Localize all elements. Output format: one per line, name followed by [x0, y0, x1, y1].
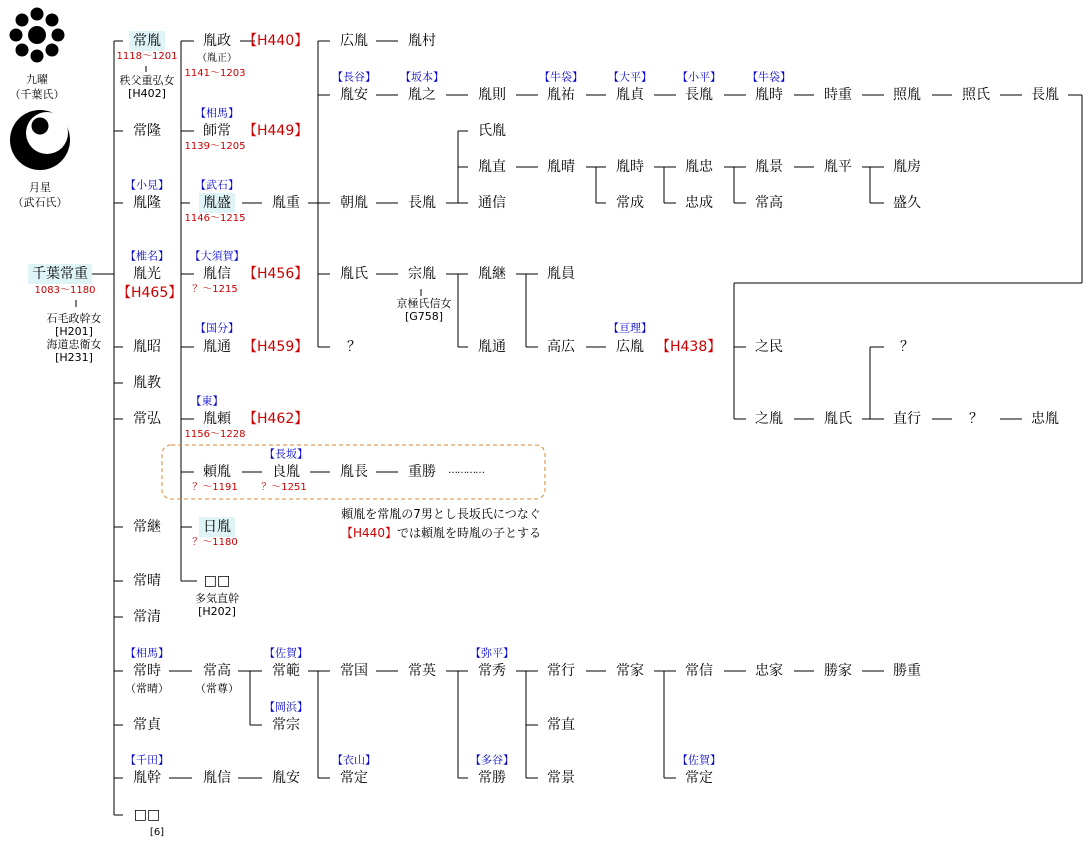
alt-tanemasa: （胤正）: [197, 53, 237, 64]
tag-tanetaka: 【小見】: [125, 178, 169, 192]
note-ref[interactable]: 【H440】: [341, 526, 397, 540]
tag-taneyasu: 【長谷】: [332, 70, 376, 84]
node-michinobu[interactable]: 通信: [478, 195, 506, 211]
node-katsushige[interactable]: 勝重: [893, 663, 921, 679]
tag-taneyori: 【東】: [190, 394, 224, 408]
node-yukitami[interactable]: 之民: [755, 339, 783, 355]
tag-tsunesada2: 【衣山】: [332, 753, 376, 767]
tag-tanetoki: 【牛袋】: [747, 70, 791, 84]
tag-tsunetoki: 【相馬】: [125, 646, 169, 660]
ref-tanemasa[interactable]: 【H440】: [243, 33, 309, 49]
node-tanefusa[interactable]: 胤房: [893, 159, 921, 175]
date-tanemasa: 1141〜1203: [184, 68, 246, 79]
tag-tanemitsu: 【椎名】: [125, 249, 169, 263]
node-tsunetaka[interactable]: 常隆: [133, 123, 161, 139]
node-q3[interactable]: ？: [969, 411, 983, 427]
wife-munetane: 京極氏信女 [G758]: [396, 297, 452, 323]
node-tsunetoki[interactable]: 常時: [133, 663, 161, 679]
node-tanenao[interactable]: 胤直: [478, 159, 506, 175]
node-tsunekage[interactable]: 常景: [547, 770, 575, 786]
node-morihisa[interactable]: 盛久: [893, 195, 921, 211]
node-tomotane[interactable]: 朝胤: [340, 195, 368, 211]
node-tanemasa[interactable]: 胤政: [203, 33, 231, 49]
node-tanetsugu[interactable]: 胤継: [478, 266, 506, 282]
alt-tsunetoki: （常晴）: [125, 682, 169, 695]
wives-tsunetane: 石毛政幹女 [H201] 海道忠衛女 [H231]: [46, 312, 102, 364]
node-tanesada[interactable]: 胤貞: [616, 87, 644, 103]
node-tadatane[interactable]: 忠胤: [1031, 411, 1059, 427]
node-tsunesada[interactable]: 常貞: [133, 717, 161, 733]
kuyo-crest-icon: [10, 8, 65, 63]
date-tanenobu: ？〜1215: [192, 284, 238, 295]
ref-hirotane2[interactable]: 【H438】: [656, 339, 722, 355]
note-unknownT: 多気直幹 [H202]: [195, 592, 239, 618]
date-tsunetane: 1083〜1180: [34, 285, 96, 296]
node-tanetada[interactable]: 胤忠: [685, 159, 713, 175]
node-tanemitsu[interactable]: 胤光: [133, 266, 161, 282]
node-tsuneie[interactable]: 常家: [616, 663, 644, 679]
node-nagatane2[interactable]: 長胤: [1031, 87, 1059, 103]
date-tanemori: 1146〜1215: [184, 213, 246, 224]
node-taneyuki[interactable]: 胤之: [408, 87, 436, 103]
node-tsunesada2[interactable]: 常定: [340, 770, 368, 786]
tag-tanemichi: 【国分】: [195, 321, 239, 335]
node-tanekazu[interactable]: 胤員: [547, 266, 575, 282]
node-q1[interactable]: ？: [347, 339, 361, 355]
date-yoshitane: ？〜1251: [261, 482, 307, 493]
node-tanemichi[interactable]: 胤通: [203, 339, 231, 355]
node-tanemoto[interactable]: 胤幹: [133, 770, 161, 786]
node-takahiro[interactable]: 高広: [547, 339, 575, 355]
node-tadanari[interactable]: 忠成: [685, 195, 713, 211]
node-q2[interactable]: ？: [900, 339, 914, 355]
node-tanemura[interactable]: 胤村: [408, 33, 436, 49]
date-tanetsune: 1118〜1201: [116, 51, 178, 62]
tag-nagatane: 【小平】: [677, 70, 721, 84]
wife-tanetsune: 秩父重弘女 [H402]: [119, 74, 175, 100]
node-unknown6[interactable]: □□: [133, 807, 161, 823]
tag-hirotane2: 【亘理】: [608, 321, 652, 335]
date-taneyori: 1156〜1228: [184, 429, 246, 440]
tsukiboshi-crest-icon: [10, 110, 70, 170]
note-line2: [341, 527, 541, 539]
node-tanemichi2[interactable]: 胤通: [478, 339, 506, 355]
node-tanetoki[interactable]: 胤時: [755, 87, 783, 103]
node-ujitane[interactable]: 氏胤: [478, 123, 506, 139]
crest-label-kuyo: 九曜 （千葉氏）: [9, 73, 65, 101]
node-terutane[interactable]: 照胤: [893, 87, 921, 103]
node-tsunenori[interactable]: 常範: [272, 663, 300, 679]
tag-taneyuki: 【坂本】: [400, 70, 444, 84]
node-tsuneyuki[interactable]: 常行: [547, 663, 575, 679]
node-munetane[interactable]: 宗胤: [408, 266, 436, 282]
node-tanekage[interactable]: 胤景: [755, 159, 783, 175]
ref-tanemichi[interactable]: 【H459】: [243, 339, 309, 355]
node-morotsune[interactable]: 師常: [203, 123, 231, 139]
node-tsunemune[interactable]: 常宗: [272, 717, 300, 733]
node-taneyasu2[interactable]: 胤安: [272, 770, 300, 786]
node-taneharu[interactable]: 胤晴: [547, 159, 575, 175]
node-unknownT[interactable]: □□: [203, 573, 231, 589]
node-tsuneharu[interactable]: 常晴: [133, 573, 161, 589]
node-taneuji2[interactable]: 胤氏: [824, 411, 852, 427]
node-tsunekatsu[interactable]: 常勝: [478, 770, 506, 786]
ref-taneyori[interactable]: 【H462】: [243, 411, 309, 427]
crest-label-tsukiboshi: 月星 （武石氏）: [12, 181, 68, 209]
node-nagatane[interactable]: 長胤: [685, 87, 713, 103]
note-unknown6: [6]: [149, 827, 165, 838]
tag-tsunesada3: 【佐賀】: [677, 753, 721, 767]
node-tanehira[interactable]: 胤平: [824, 159, 852, 175]
ref-tanenobu[interactable]: 【H456】: [243, 266, 309, 282]
node-tsunenari[interactable]: 常成: [616, 195, 644, 211]
tag-tsunehide2: 【弥平】: [470, 646, 514, 660]
tag-tanesada: 【大平】: [608, 70, 652, 84]
node-hirotane[interactable]: 広胤: [340, 33, 368, 49]
node-tanesuke[interactable]: 胤祐: [547, 87, 575, 103]
node-nagatane3[interactable]: 長胤: [408, 195, 436, 211]
node-hirotane2[interactable]: 広胤: [616, 339, 644, 355]
node-tsunesada3[interactable]: 常定: [685, 770, 713, 786]
node-taneyasu[interactable]: 胤安: [340, 87, 368, 103]
tag-tsunenori: 【佐賀】: [264, 646, 308, 660]
node-tanetaka[interactable]: 胤隆: [133, 195, 161, 211]
alt-tsunetaka3: （常尊）: [195, 682, 239, 695]
node-tsunenobu[interactable]: 常信: [685, 663, 713, 679]
node-tsunetaka2[interactable]: 常高: [755, 195, 783, 211]
node-tsunetsugu[interactable]: 常継: [133, 519, 161, 535]
node-tanenobu2[interactable]: 胤信: [203, 770, 231, 786]
node-tsunehide[interactable]: 常英: [408, 663, 436, 679]
node-tanenori[interactable]: 胤教: [133, 375, 161, 391]
tag-tanesuke: 【牛袋】: [539, 70, 583, 84]
node-tanetoki2[interactable]: 胤時: [616, 159, 644, 175]
node-yoshitane[interactable]: 良胤: [272, 464, 300, 480]
node-yukitane[interactable]: 之胤: [755, 411, 783, 427]
tag-tanemoto: 【千田】: [125, 753, 169, 767]
tag-morotsune: 【相馬】: [195, 106, 239, 120]
node-naoyuki[interactable]: 直行: [893, 411, 921, 427]
tag-tsunemune: 【岡浜】: [264, 700, 308, 714]
node-taneyori[interactable]: 胤頼: [203, 411, 231, 427]
tag-tanemori: 【武石】: [195, 178, 239, 192]
tag-tanenobu: 【大須賀】: [189, 249, 245, 263]
node-taneshige[interactable]: 胤重: [272, 195, 300, 211]
ref-morotsune[interactable]: 【H449】: [243, 123, 309, 139]
node-nichitane[interactable]: 日胤: [199, 517, 235, 537]
date-morotsune: 1139〜1205: [184, 141, 246, 152]
node-tsunekuni[interactable]: 常国: [340, 663, 368, 679]
node-tanemori[interactable]: 胤盛: [199, 193, 235, 213]
node-teruuji[interactable]: 照氏: [962, 87, 990, 103]
node-yoritane[interactable]: 頼胤: [203, 464, 231, 480]
node-tsunehiro[interactable]: 常弘: [133, 411, 161, 427]
node-katsuie[interactable]: 勝家: [824, 663, 852, 679]
ref-tanemitsu[interactable]: 【H465】: [117, 285, 183, 301]
note-line1: 頼胤を常胤の7男とし長坂氏につなぐ: [341, 507, 541, 521]
node-shigekatsu[interactable]: 重勝: [408, 464, 436, 480]
tag-tsunekatsu: 【多谷】: [470, 753, 514, 767]
node-tsunenao[interactable]: 常直: [547, 717, 575, 733]
node-tsunetaka3[interactable]: 常高: [203, 663, 231, 679]
node-tokishige[interactable]: 時重: [824, 87, 852, 103]
node-tadaie[interactable]: 忠家: [755, 663, 783, 679]
date-nichitane: ？〜1180: [192, 537, 238, 548]
node-tsunekiyo[interactable]: 常清: [133, 609, 161, 625]
node-tsunehide2[interactable]: 常秀: [478, 663, 506, 679]
node-tanenaga[interactable]: 胤長: [340, 464, 368, 480]
node-taneaki[interactable]: 胤昭: [133, 339, 161, 355]
note-text: では頼胤を時胤の子とする: [396, 526, 541, 540]
date-yoritane: ？〜1191: [192, 482, 238, 493]
tag-yoshitane: 【長坂】: [264, 447, 308, 461]
node-tanenori2[interactable]: 胤則: [478, 87, 506, 103]
node-tanenobu[interactable]: 胤信: [203, 266, 231, 282]
node-tsunetane[interactable]: 千葉常重: [28, 264, 92, 284]
node-taneuji[interactable]: 胤氏: [340, 266, 368, 282]
node-tanetsune[interactable]: 常胤: [129, 31, 165, 51]
continuation-dots: …………: [448, 465, 484, 476]
